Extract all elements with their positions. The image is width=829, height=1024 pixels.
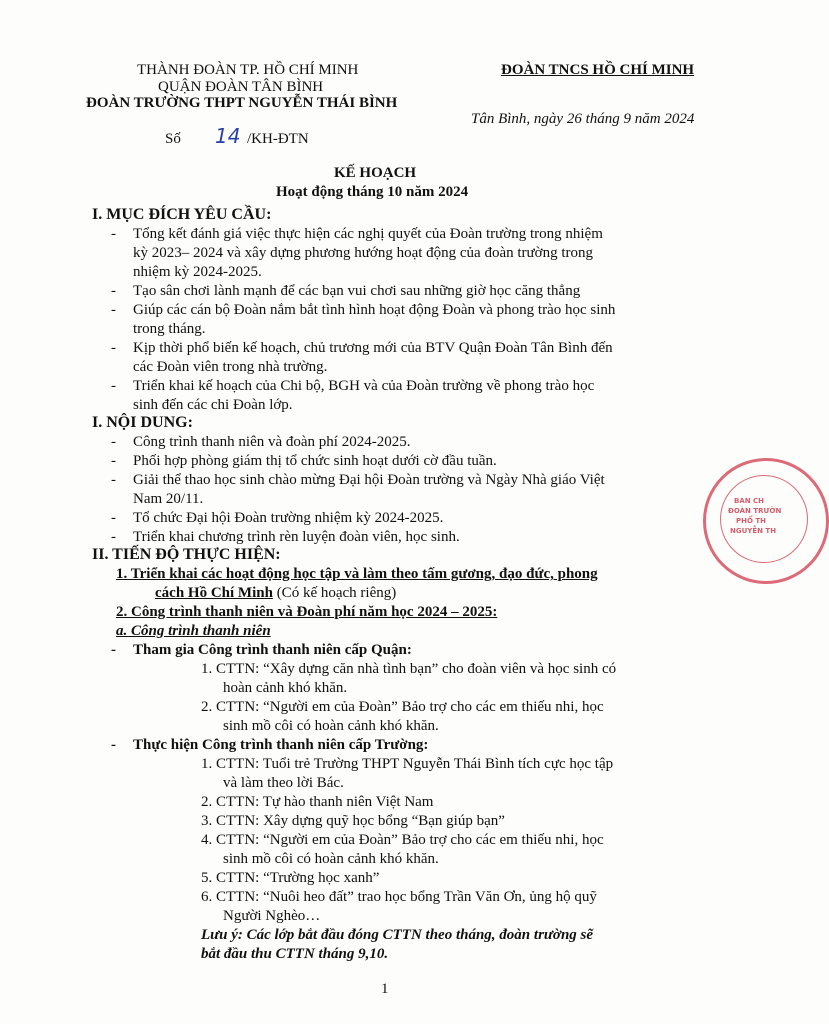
progress-item-1-name: cách Hồ Chí Minh xyxy=(155,585,273,601)
progress-item-1: 1. Triển khai các hoạt động học tập và làm theo tấm gương, đạo đức, phong xyxy=(116,566,598,582)
seal-text: BAN CH xyxy=(734,497,765,505)
document-number-suffix: /KH-ĐTN xyxy=(247,131,309,147)
purpose-line: các Đoàn viên trong nhà trường. xyxy=(133,359,328,375)
header-right-title: ĐOÀN TNCS HỒ CHÍ MINH xyxy=(501,62,695,78)
school-item: 6. CTTN: “Nuôi heo đất” trao học bổng Trần Văn Ơn, ủng hộ quỹ xyxy=(201,889,597,905)
document-number-handwritten: 14 xyxy=(215,124,241,148)
note-line: Lưu ý: Các lớp bắt đầu đóng CTTN theo tháng, đoàn trường sẽ xyxy=(201,927,594,943)
header-org-line1: THÀNH ĐOÀN TP. HỒ CHÍ MINH xyxy=(137,62,359,78)
district-item: sinh mồ côi có hoàn cảnh khó khăn. xyxy=(223,718,439,734)
content-line: Nam 20/11. xyxy=(133,491,204,507)
content-line: - Giải thể thao học sinh chào mừng Đại hội Đoàn trường và Ngày Nhà giáo Việt xyxy=(133,471,605,490)
section-heading-content: I. NỘI DUNG: xyxy=(92,414,193,431)
seal-text: NGUYỄN TH xyxy=(730,527,777,535)
purpose-line: trong tháng. xyxy=(133,321,206,337)
district-item: 2. CTTN: “Người em của Đoàn” Bảo trợ cho các em thiếu nhi, học xyxy=(201,699,604,715)
header-org-line3: ĐOÀN TRƯỜNG THPT NGUYỄN THÁI BÌNH xyxy=(86,95,398,111)
school-heading: - Thực hiện Công trình thanh niên cấp Trường: xyxy=(133,736,428,755)
content-line: - Công trình thanh niên và đoàn phí 2024-2025. xyxy=(133,433,410,452)
document-date: Tân Bình, ngày 26 tháng 9 năm 2024 xyxy=(471,111,695,127)
purpose-line: - Tạo sân chơi lành mạnh để các bạn vui chơi sau những giờ học căng thẳng xyxy=(133,282,580,301)
content-line: - Tổ chức Đại hội Đoàn trường nhiệm kỳ 2024-2025. xyxy=(133,509,443,528)
content-line: - Triển khai chương trình rèn luyện đoàn viên, học sinh. xyxy=(133,528,460,547)
purpose-line: - Tổng kết đánh giá việc thực hiện các nghị quyết của Đoàn trường trong nhiệm xyxy=(133,225,603,244)
school-item: 3. CTTN: Xây dựng quỹ học bổng “Bạn giúp bạn” xyxy=(201,813,505,829)
purpose-line: nhiệm kỳ 2024-2025. xyxy=(133,264,262,280)
note-line: bắt đầu thu CTTN tháng 9,10. xyxy=(201,946,389,962)
seal-text: PHỔ TH xyxy=(736,517,767,525)
school-item: 1. CTTN: Tuổi trẻ Trường THPT Nguyễn Thái Bình tích cực học tập xyxy=(201,756,614,772)
progress-item-1-cont xyxy=(155,584,396,603)
progress-item-1-note: (Có kế hoạch riêng) xyxy=(272,585,397,601)
document-subtitle: Hoạt động tháng 10 năm 2024 xyxy=(276,184,469,200)
header-org-line2: QUẬN ĐOÀN TÂN BÌNH xyxy=(158,79,324,95)
purpose-line: kỳ 2023– 2024 và xây dựng phương hướng hoạt động của đoàn trường trong xyxy=(133,245,594,261)
seal-text: ĐOÀN TRƯỜN xyxy=(728,507,782,515)
district-item: hoàn cảnh khó khăn. xyxy=(223,680,348,696)
progress-subitem-a: a. Công trình thanh niên xyxy=(116,623,271,639)
school-item: sinh mồ côi có hoàn cảnh khó khăn. xyxy=(223,851,439,867)
purpose-line: - Kịp thời phổ biến kế hoạch, chủ trương mới của BTV Quận Đoàn Tân Bình đến xyxy=(133,339,613,358)
district-heading: - Tham gia Công trình thanh niên cấp Quận: xyxy=(133,641,412,660)
school-item: Người Nghèo… xyxy=(223,908,321,924)
document-number-label: Số xyxy=(165,131,181,147)
purpose-line: - Giúp các cán bộ Đoàn nắm bắt tình hình hoạt động Đoàn và phong trào học sinh xyxy=(133,301,615,320)
official-seal-stamp xyxy=(703,458,829,584)
progress-item-2: 2. Công trình thanh niên và Đoàn phí năm học 2024 – 2025: xyxy=(116,604,498,620)
school-item: 2. CTTN: Tự hào thanh niên Việt Nam xyxy=(201,794,434,810)
district-item: 1. CTTN: “Xây dựng căn nhà tình bạn” cho đoàn viên và học sinh có xyxy=(201,661,617,677)
section-heading-purpose: I. MỤC ĐÍCH YÊU CẦU: xyxy=(92,206,272,223)
purpose-line: - Triển khai kế hoạch của Chi bộ, BGH và của Đoàn trường về phong trào học xyxy=(133,377,594,396)
school-item: 5. CTTN: “Trường học xanh” xyxy=(201,870,380,886)
section-heading-progress: II. TIẾN ĐỘ THỰC HIỆN: xyxy=(92,546,281,563)
page-number: 1 xyxy=(381,981,389,997)
content-line: - Phối hợp phòng giám thị tổ chức sinh hoạt dưới cờ đầu tuần. xyxy=(133,452,497,471)
purpose-line: sinh đến các chi Đoàn lớp. xyxy=(133,397,293,413)
school-item: và làm theo lời Bác. xyxy=(223,775,344,791)
document-title: KẾ HOẠCH xyxy=(334,165,417,181)
school-item: 4. CTTN: “Người em của Đoàn” Bảo trợ cho các em thiếu nhi, học xyxy=(201,832,604,848)
